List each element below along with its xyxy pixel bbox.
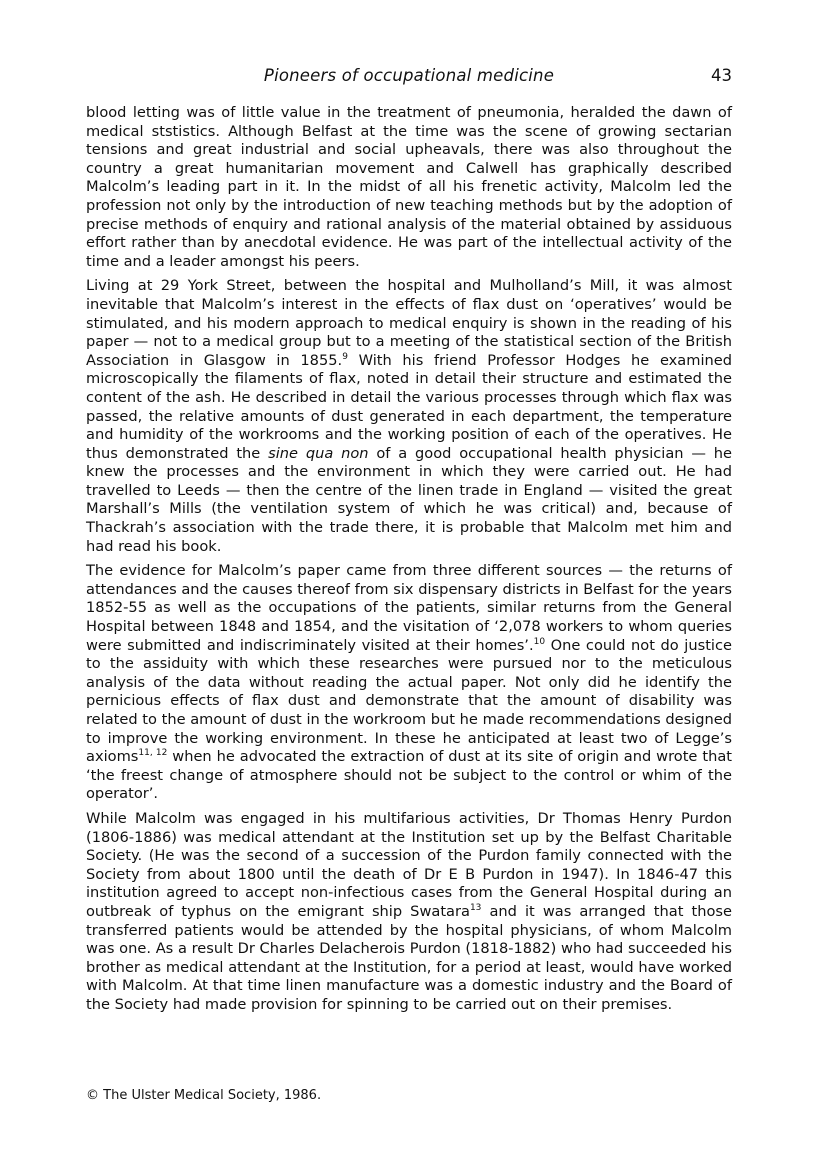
paragraph-1: [86, 104, 732, 271]
paragraph-4-text-b: and it was arranged that those transferred patients would be attended by the hospital physicians, of whom Malcolm was one. As a result Dr Charles Delacherois Purdon (1818-1882) who had succeeded his brother as medical attendant at the Institution, for a period at least, would have worked with Malcolm. At that time linen manufacture was a domestic industry and the Board of the Society had made provision for spinning to be carried out on their premises.: [86, 902, 732, 1013]
paragraph-2: [86, 277, 732, 556]
paragraph-2-text-a: Living at 29 York Street, between the hospital and Mulholland’s Mill, it was almost inevitable that Malcolm’s interest in the effects of flax dust on ‘operatives’ would be stimulated, and his modern approach to medical enquiry is shown in the reading of his paper — not to a medical group but to a meeting of the statistical section of the British Association in Glasgow in 1855.: [86, 277, 732, 369]
paragraph-4-text-a: While Malcolm was engaged in his multifarious activities, Dr Thomas Henry Purdon (1806-1886) was medical attendant at the Institution set up by the Belfast Charitable Society. (He was the second of a succession of the Purdon family connected with the Society from about 1800 until the death of Dr E B Purdon in 1947). In 1846-47 this institution agreed to accept non-infectious cases from the General Hospital during an outbreak of typhus on the emigrant ship Swatara: [86, 809, 732, 920]
latin-phrase: sine qua non: [268, 444, 369, 462]
paragraph-2-text-b: With his friend Professor Hodges he examined microscopically the filaments of flax, noted in detail their structure and estimated the content of the ash. He described in detail the various processes through which flax was passed, the relative amounts of dust generated in each department, the temperature and humidity of the workrooms and the working position of each of the operatives. He thus demonstrated the: [86, 351, 733, 462]
paragraph-3: [86, 562, 732, 804]
running-header: [86, 66, 732, 88]
reference-superscript: 9: [342, 351, 348, 362]
paragraph-3-text-c: when he advocated the extraction of dust at its site of origin and wrote that ‘the freest change of atmosphere should not be subject to the control or whim of the operator’.: [86, 748, 732, 803]
reference-superscript: 10: [533, 636, 546, 647]
paragraph-1-text: blood letting was of little value in the treatment of pneumonia, heralded the dawn of medical ststistics. Although Belfast at the time was the scene of growing sectarian tensions and great industrial and social upheavals, there was also throughout the country a great humanitarian movement and Calwell has graphically described Malcolm’s leading part in it. In the midst of all his frenetic activity, Malcolm led the profession not only by the introduction of new teaching methods but by the adoption of precise methods of enquiry and rational analysis of the material obtained by assiduous effort rather than by anecdotal evidence. He was part of the intellectual activity of the time and a leader amongst his peers.: [86, 104, 732, 270]
paragraph-2-text-c: of a good occupational health physician — he knew the processes and the environment in which they were carried out. He had travelled to Leeds — then the centre of the linen trade in England — visited the great Marshall’s Mills (the ventilation system of which he was critical) and, because of Thackrah’s association with the trade there, it is probable that Malcolm met him and had read his book.: [86, 444, 732, 555]
article-body: [86, 104, 732, 1021]
copyright-footer: © The Ulster Medical Society, 1986.: [86, 1088, 322, 1103]
reference-superscript: 11, 12: [138, 748, 168, 759]
reference-superscript: 13: [469, 903, 482, 914]
paragraph-4: [86, 810, 732, 1015]
running-header-title: Pioneers of occupational medicine: [263, 66, 555, 85]
page-number: 43: [711, 66, 732, 85]
paragraph-3-text-b: One could not do justice to the assiduity with which these researches were pursued nor to the meticulous analysis of the data without reading the actual paper. Not only did he identify the pernicious effects of flax dust and demonstrate that the amount of disability was related to the amount of dust in the workroom but he made recommendations designed to improve the working environment. In these he anticipated at least two of Legge’s axioms: [86, 636, 732, 766]
paragraph-3-text-a: The evidence for Malcolm’s paper came from three different sources — the returns of attendances and the causes thereof from six dispensary districts in Belfast for the years 1852-55 as well as the occupations of the patients, similar returns from the General Hospital between 1848 and 1854, and the visitation of ‘2,078 workers to whom queries were submitted and indiscriminately visited at their homes’.: [86, 562, 732, 654]
